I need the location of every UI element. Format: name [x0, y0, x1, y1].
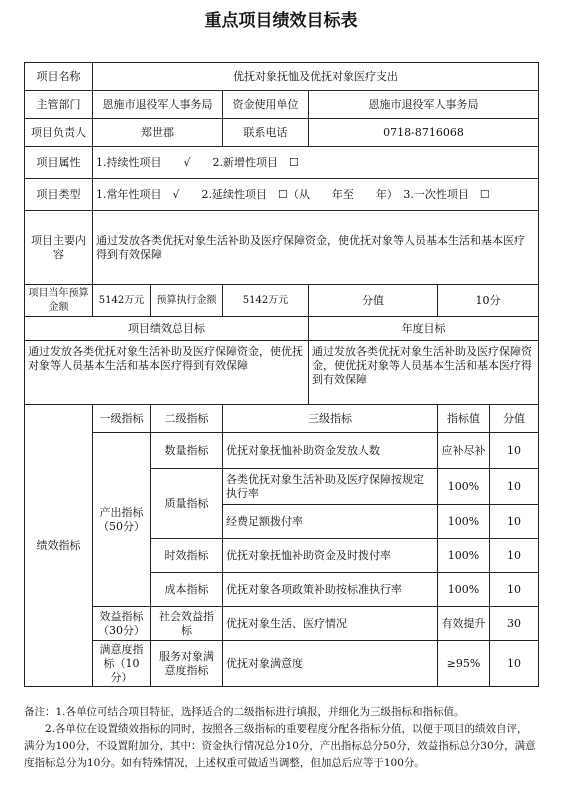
level3-cell: 各类优抚对象生活补助及医疗保障按规定执行率: [223, 469, 438, 505]
attribute-value: 1.持续性项目 √ 2.新增性项目 ☐: [93, 147, 539, 179]
exec-budget-value: 5142万元: [223, 285, 309, 317]
level3-header: 三级指标: [223, 405, 438, 433]
level2-cell: 成本指标: [151, 573, 223, 607]
phone-value: 0718-8716068: [309, 119, 539, 147]
indicator-value: ≥95%: [438, 641, 490, 687]
overall-goal-text: 通过发放各类优抚对象生活补助及医疗保障资金，使优抚对象等人员基本生活和基本医疗得到有效保障: [25, 341, 309, 405]
row-indicator-headers: [25, 405, 539, 433]
type-value: 1.常年性项目 √ 2.延续性项目 ☐（从 年至 年） 3.一次性项目 ☐: [93, 179, 539, 211]
value-header: 指标值: [438, 405, 490, 433]
row-goals: [25, 341, 539, 405]
score-label: 分值: [309, 285, 438, 317]
annual-goal-label: 年度目标: [309, 317, 539, 341]
level3-cell: 优抚对象满意度: [223, 641, 438, 687]
row-leader: [25, 119, 539, 147]
level2-cell: 服务对象满意度指标: [151, 641, 223, 687]
indicator-value: 应补尽补: [438, 433, 490, 469]
department-label: 主管部门: [25, 91, 93, 119]
exec-budget-label: 预算执行金额: [151, 285, 223, 317]
level3-cell: 经费足额拨付率: [223, 505, 438, 539]
indicator-value: 100%: [438, 573, 490, 607]
row-attribute: [25, 147, 539, 179]
indicator-score: 10: [490, 573, 539, 607]
indicator-row: [25, 641, 539, 687]
annual-goal-text: 通过发放各类优抚对象生活补助及医疗保障资金，使优抚对象等人员基本生活和基本医疗得到有效保障: [309, 341, 539, 405]
content-value: 通过发放各类优抚对象生活补助及医疗保障资金，使优抚对象等人员基本生活和基本医疗得到有效保障: [93, 211, 539, 285]
level3-cell: 优抚对象各项政策补助按标准执行率: [223, 573, 438, 607]
note-line: 2.各单位在设置绩效指标的同时，按照各三级指标的重要程度分配各指标分值，以便于项目的绩效自评，满分为100分，不设置附加分，其中：资金执行情况总分10分，产出指标总分50分，效益指标总分30分，满意度指标总分为10分。如有特殊情况，上述权重可做适当调整，但加总后应等于100分。: [24, 723, 536, 769]
level2-header: 二级指标: [151, 405, 223, 433]
row-project-name: [25, 63, 539, 91]
fund-unit-label: 资金使用单位: [223, 91, 309, 119]
indicator-score: 10: [490, 433, 539, 469]
indicator-value: 100%: [438, 505, 490, 539]
project-name-label: 项目名称: [25, 63, 93, 91]
project-name-value: 优抚对象抚恤及优抚对象医疗支出: [93, 63, 539, 91]
indicator-score: 10: [490, 641, 539, 687]
type-label: 项目类型: [25, 179, 93, 211]
satisfaction-indicator-label: 满意度指标（10分）: [93, 641, 151, 687]
level3-cell: 优抚对象抚恤补助资金及时拨付率: [223, 539, 438, 573]
budget-label: 项目当年预算金额: [25, 285, 93, 317]
note-line: 备注：1.各单位可结合项目特征，选择适合的二级指标进行填报，并细化为三级指标和指标值。: [24, 706, 465, 718]
phone-label: 联系电话: [223, 119, 309, 147]
leader-value: 郑世郡: [93, 119, 223, 147]
notes: [24, 704, 538, 772]
level1-header: 一级指标: [93, 405, 151, 433]
indicator-score: 10: [490, 539, 539, 573]
indicators-label: 绩效指标: [25, 405, 93, 687]
score-value: 10分: [438, 285, 539, 317]
row-type: [25, 179, 539, 211]
level2-cell: 社会效益指标: [151, 607, 223, 641]
indicator-score: 10: [490, 505, 539, 539]
level2-cell: 数量指标: [151, 433, 223, 469]
content-label: 项目主要内容: [25, 211, 93, 285]
performance-target-table: [24, 62, 539, 687]
indicator-score: 10: [490, 469, 539, 505]
indicator-score: 30: [490, 607, 539, 641]
row-department: [25, 91, 539, 119]
level2-cell: 质量指标: [151, 469, 223, 539]
level3-cell: 优抚对象生活、医疗情况: [223, 607, 438, 641]
indicator-value: 有效提升: [438, 607, 490, 641]
row-content: [25, 211, 539, 285]
level2-cell: 时效指标: [151, 539, 223, 573]
row-budget: [25, 285, 539, 317]
department-value: 恩施市退役军人事务局: [93, 91, 223, 119]
page-title: 重点项目绩效目标表: [204, 11, 358, 31]
level3-cell: 优抚对象抚恤补助资金发放人数: [223, 433, 438, 469]
overall-goal-label: 项目绩效总目标: [25, 317, 309, 341]
benefit-indicator-label: 效益指标（30分）: [93, 607, 151, 641]
indicator-row: [25, 607, 539, 641]
budget-value: 5142万元: [93, 285, 151, 317]
score-header: 分值: [490, 405, 539, 433]
leader-label: 项目负责人: [25, 119, 93, 147]
indicator-value: 100%: [438, 469, 490, 505]
row-goal-headers: [25, 317, 539, 341]
indicator-row: [25, 433, 539, 469]
fund-unit-value: 恩施市退役军人事务局: [309, 91, 539, 119]
attribute-label: 项目属性: [25, 147, 93, 179]
indicator-value: 100%: [438, 539, 490, 573]
output-indicator-label: 产出指标（50分）: [93, 433, 151, 607]
